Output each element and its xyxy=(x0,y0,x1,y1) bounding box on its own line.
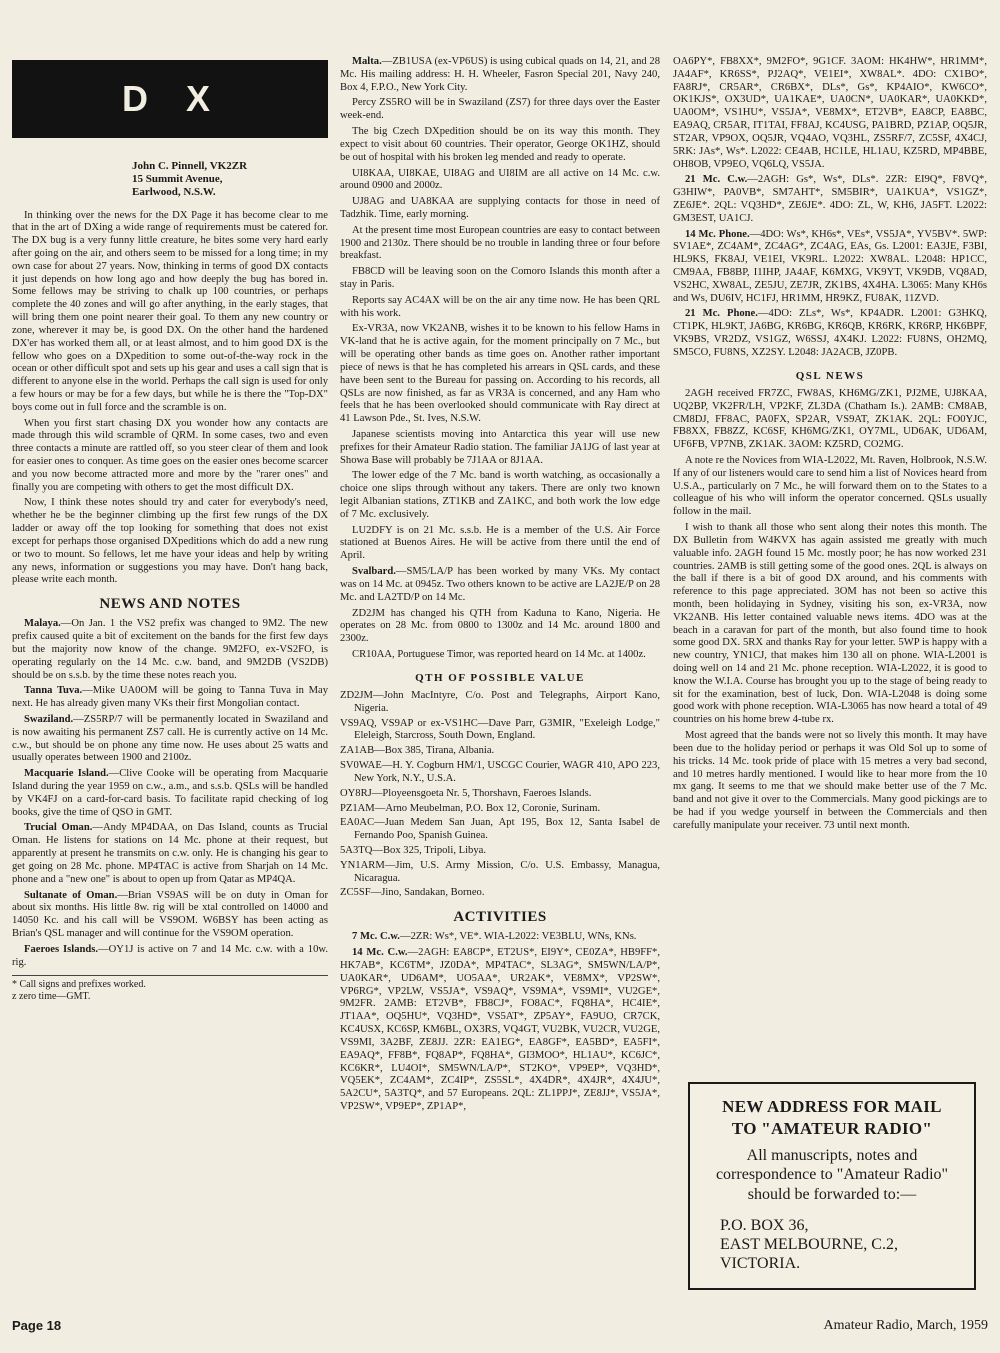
news-item: The big Czech DXpedition should be on its way this month. They expect to visit about 60 countries. Their operator, George OK1HZ, should be out of hospital with his broken leg mended and ready to operate. xyxy=(340,126,660,163)
qth-list xyxy=(340,690,660,900)
activity-item: 21 Mc. Phone.—4DO: ZLs*, Ws*, KP4ADR. L2001: G3HKQ, CT1PK, HL9KT, JA6BG, KR6BG, KR6QB, KR6RK, KR6RP, HK6BPF, VK9BS, VR2DZ, VS1GZ, W6SSJ, 4X4KJ. L2022: FU8NS, OH2MQ, SM5CO, FU8NS, XZ2SY. L2048: JA2ACB, JZ0PB. xyxy=(673,308,987,358)
qth-entry: ZC5SF—Jino, Sandakan, Borneo. xyxy=(340,887,485,899)
news-item: UI8KAA, UI8KAE, UI8AG and UI8IM are all active on 14 Mc. c.w. around 0900 and 2000z. xyxy=(340,167,660,192)
footnotes xyxy=(12,975,328,1003)
footnote: * Call signs and prefixes worked. xyxy=(12,979,146,991)
author-address-line-1: 15 Summit Avenue, xyxy=(132,173,223,186)
news-item: Swaziland.—ZS5RP/7 will be permanently located in Swaziland and is now awaiting his permanent ZS7 call. He is currently active on 14 Mc. c.w., but should be on phone any time now. He uses about 25 watts and usually operates between 1900 and 2100z. xyxy=(12,713,328,764)
section-title: D X xyxy=(122,78,225,120)
activities-heading: ACTIVITIES xyxy=(453,909,547,926)
intro-paragraph: In thinking over the news for the DX Page it has become clear to me that in the art of DXing a wide range of requirements must be catered for. The DX bug is a very funny little creature, he bites some very hard early after going on the air, and others seem to be missed for a long time; in my own case for about 27 years. Now, thinking in terms of good DX contacts it just depends on how long ago and how deeply the bug has bored in. Some fellows may be striving to chalk up 100 countries, or perhaps complete the 40 zones and will go after anything, in the early stages, that will bring them one point nearer their goal. To them any new country or zone, wherever it may be, is good DX. On the other hand the hardened DX'er has worked them all, or at least almost, and to him good DX is the fellow who goes on a DXpedition to some out-of-the-way rock in the ocean or other difficult spot and sets up his gear and uses a call sign that is different to anyone else in the world. Perhaps the call sign is used for only a few hours or may be for a few days, but while he is there the "Top-DX" boys come out in full force and the scramble is on. xyxy=(12,209,328,413)
notice-address-line: VICTORIA. xyxy=(720,1255,801,1273)
news-item: Ex-VR3A, now VK2ANB, wishes it to be known to his fellow Hams in VK-land that he is active again, for the moment principally on 7 Mc., but will be operating other bands as time goes on. Another rather important piece of news is that he has completed his arrears in QSL cards, and these have been sent to the Bureau for passing on. According to his records, all QSLs are now finished, as far as VR3A is concerned, and any Ham who feels that he has been overlooked should communicate with Ray direct at 41 Lawson Pde., St. Ives, N.S.W. xyxy=(340,323,660,425)
news-item: Trucial Oman.—Andy MP4DAA, on Das Island, counts as Trucial Oman. He listens for stations on 14 Mc. phone at their request, but apparently at present he transmits on c.w. only. He is changing his gear to get going on 28 Mc. phone. MP4TAC is active from Sharjah on 14 Mc. phone and a "new one" is about to open up from Qatar as MP4QA. xyxy=(12,822,328,885)
column-2 xyxy=(340,56,660,1286)
intro-paragraph: Now, I think these notes should try and cater for everybody's need, whether he be the beginner climbing up the first few rungs of the DX ladder or away off the top looking for something that does not exist except for perhaps those organised DXpeditions which do add a new rung or two to mount. So fellows, let me have your ideas and help by writing any news, information or suggestions you may have. Don't hang back, please write each month. xyxy=(12,497,328,586)
news-item: Percy ZS5RO will be in Swaziland (ZS7) for three days over the Easter week-end. xyxy=(340,97,660,122)
qsl-paragraph: I wish to thank all those who sent along their notes this month. The DX Bulletin from W4KVX has again assisted me greatly with much valuable info. 2AGH found 15 Mc. mostly poor; he has now worked 231 countries. 2AMB is still getting some of the good ones. 2QL is always on the ball if there is a bit of good DX around, and his comments with reference to this page appreciated. 3OM has not been so active this month, been holidaying in Sydney, visiting his son, ex-VR3A, now VK2ANB. His letter contained valuable news items. 4DO was at the beach in a caravan for part of the month, but also found time to hook some good DX. 5RX and thanks Ray for your letter. 5WP is happy with a new country, YN1CJ, that makes him 130 all on phone. WIA-L2001 is doing well on 14 and 21 Mc. phone reception. WIA-L2022, it is good to know the W.I.A. Course has brought you up to the stage of being ready to sit for the examination, best of luck, Don. WIA-L2048 is doing some good work with phone reception. WIA-L3065 has now heard a total of 49 countries on his home brew 4-tube rx. xyxy=(673,522,987,726)
publication-info: Amateur Radio, March, 1959 xyxy=(823,1318,988,1333)
notice-title-line-1: NEW ADDRESS FOR MAIL xyxy=(722,1097,942,1116)
news-item: Reports say AC4AX will be on the air any time now. He has been QRL with his work. xyxy=(340,294,660,319)
news-heading: NEWS AND NOTES xyxy=(99,596,241,613)
qth-entry: ZD2JM—John MacIntyre, C/o. Post and Telegraphs, Airport Kano, Nigeria. xyxy=(340,690,660,714)
news-item: Malaya.—On Jan. 1 the VS2 prefix was changed to 9M2. The new prefix caused quite a bit of excitement on the bands for the first few days but the majority now know of the change. 9M2FO, ex-VS2FO, is operating regularly on the 14 Mc. c.w. band, and 9M2DB (VS2DB) should be on s.s.b. by the time these notes reach you. xyxy=(12,618,328,681)
qsl-paragraph: 2AGH received FR7ZC, FW8AS, KH6MG/ZK1, PJ2ME, UJ8KAA, UQ2BP, VK2FR/LH, VP2KF, ZL3DA (Chatham Is.). 2AMB: CM8AB, CM8DJ, FF8AC, PA0FX, SP2AR, VS9AT, ZK1AK. 2QL: FO0YJC, FB8XX, FB8ZZ, KC6SF, KH6MG/ZK1, OY7ML, UD6AK, UD6AM, UF6FB, VP7NB, ZK1AK. 3AOM: KZ5RD, CO2MG. xyxy=(673,387,987,451)
notice-address xyxy=(704,1216,960,1274)
news-item: Macquarie Island.—Clive Cooke will be operating from Macquarie Island during the year 1959 on c.w., a.m., and s.s.b. QSLs will be handled by VK4FJ on a card-for-card basis. To facilitate rapid checking of log books, give the time of QSO in GMT. xyxy=(12,768,328,818)
news-item: CR10AA, Portuguese Timor, was reported heard on 14 Mc. at 1400z. xyxy=(352,648,646,660)
news-item: LU2DFY is on 21 Mc. s.s.b. He is a member of the U.S. Air Force stationed at Buenos Aires. He will be active from there until the end of April. xyxy=(340,524,660,562)
news-item: UJ8AG and UA8KAA are supplying contacts for those in need of Tadzhik. Time, early morning. xyxy=(340,196,660,220)
qth-entry: OY8RJ—Ployeensgoeta Nr. 5, Thorshavn, Faeroes Islands. xyxy=(340,787,592,799)
qth-entry: PZ1AM—Arno Meubelman, P.O. Box 12, Coronie, Surinam. xyxy=(340,802,601,814)
activity-item: 14 Mc. C.w.—2AGH: EA8CP*, ET2US*, EI9Y*, CE0ZA*, HB9FF*, HK7AB*, KC6TM*, JZ0DA*, MP4TAC*, SL3AG*, SM5WN/LA/P*, UA0KAR*, UD6AM*, UO5AA*, UR2AK*, VE8MX*, VP2SW*, VP6RG*, VP2LW, VS5JA*, VS9AQ*, VS9MA*, VS9MI*, VU2GE*, 9M2FR. 2AMB: ET2VB*, FB8CJ*, FO8AC*, FQ8HA*, HC4IE*, JT1AA*, OQ5HU*, VQ3HD*, VS5AT*, ZP5AY*, FA9UO, CR7CK, KC4USX, KC6SP, KM6BL, OX3RS, VQ4GT, VU2BK, VU2CR, VU2GE, VS9MI, 3A2BF, ZE8JJ. 2ZR: EA1EG*, EA8GF*, EA5BD*, EA5FI*, EA9AQ*, FF8B*, FQ8AP*, FQ8HA*, GI3MOO*, HL1AU*, KC6JC*, KC6KR*, LU4OI*, SM5WN/LA/P*, ST2KO*, VP9EP*, VQ3HD*, VQ5EK*, ZC4AM*, ZC4IP*, ZS5SL*, 4X4DR*, 4X4JR*, 4X4JU*, 5A2CU*, 5A3TQ*, and 57 Europeans. 2QL: ZL1PPJ*, ZE8JJ*, VS5JA*, VP2SW*, VP9EP*, ZP1AP*, xyxy=(340,947,660,1112)
news-item: FB8CD will be leaving soon on the Comoro Islands this month after a stay in Paris. xyxy=(340,266,660,290)
news-item: The lower edge of the 7 Mc. band is worth watching, as occasionally a choice one slips through without any takers. There are only two known legit Albanian stations, ZT1KB and ZA1KC, and both work the low edge of 7 Mc. exclusively. xyxy=(340,470,660,520)
qth-entry: ZA1AB—Box 385, Tirana, Albania. xyxy=(340,745,495,757)
page-number: Page 18 xyxy=(12,1318,62,1333)
news-item: Malta.—ZB1USA (ex-VP6US) is using cubical quads on 14, 21, and 28 Mc. His mailing address: H. H. Wheeler, Fasron Special 201, Navy 240, Box 4, F.P.O., New York City. xyxy=(340,56,660,93)
section-banner xyxy=(12,60,328,138)
news-item: Tanna Tuva.—Mike UA0OM will be going to Tanna Tuva in May next. He has already given many VKs their first Mongolian contact. xyxy=(12,685,328,710)
news-item: Faeroes Islands.—OY1J is active on 7 and 14 Mc. c.w. with a 10w. rig. xyxy=(12,943,328,968)
qth-entry: 5A3TQ—Box 325, Tripoli, Libya. xyxy=(340,844,486,856)
notice-address-line: P.O. BOX 36, xyxy=(720,1216,809,1234)
activity-item: OA6PY*, FB8XX*, 9M2FO*, 9G1CF. 3AOM: HK4HW*, HR1MM*, JA4AF*, KR6SS*, PJ2AQ*, VE1EI*, XW8AL*. 4DO: CX1BO*, FA8RJ*, CR5AR*, CR6BX*, DLs*, Gs*, KP4AIO*, KW6CO*, OK1KJS*, OX3UD*, UA1KAE*, UA0CN*, UA0KAR*, UA0KKD*, UA0OM*, VS1HU*, VS5JA*, VE8MX*, ET2VB*, EA8CP, EA8BC, EA9AQ, CR5AR, IT1TAI, FF8AJ, KC4USG, PA1BRD, PZ1AP, OQ5JR, ST2AR, VP9OX, OQ5JR, VQ4AO, VQ3HL, ZS5RF/7, ZC5SF, 4X4CJ, 5RK: JAs*, Ws*. L2022: CE4AB, HC1LE, HL1AU, KZ5RD, MP4BBE, OH8OB, VP9EO, VQ6LQ, VS5JA. xyxy=(673,56,987,170)
news-item: Sultanate of Oman.—Brian VS9AS will be on duty in Oman for about six months. His little 8w. rig will be xtal controlled on 14000 and 14050 Kc. and his call will be VS9OM. W6BSY has been acting as Brian's QSL manager and will continue for the VS9OM operation. xyxy=(12,889,328,939)
news-item: ZD2JM has changed his QTH from Kaduna to Kano, Nigeria. He operates on 28 Mc. from 0800 to 1300z and 14 Mc. around 1800 and 2300z. xyxy=(340,607,660,645)
news-item: At the present time most European countries are easy to contact between 1900 and 2130z. There should be no trouble in landing three or four before breakfast. xyxy=(340,224,660,262)
author-name: John C. Pinnell, VK2ZR xyxy=(132,160,248,172)
new-address-notice xyxy=(688,1082,976,1290)
qth-entry: SV0WAE—H. Y. Cogburn HM/1, USCGC Courier, WAGR 410, APO 223, New York, N.Y., U.S.A. xyxy=(340,760,660,784)
qth-entry: VS9AQ, VS9AP or ex-VS1HC—Dave Parr, G3MIR, "Exeleigh Lodge," Eleleigh, Starcross, South Down, England. xyxy=(340,717,660,742)
news-item: Svalbard.—SM5/LA/P has been worked by many VKs. My contact was on 14 Mc. at 0945z. Two others known to be active are LA2JE/P on 28 Mc. and LA2TD/P on 14 Mc. xyxy=(340,566,660,603)
activity-item: 7 Mc. C.w.—2ZR: Ws*, VE*. WIA-L2022: VE3BLU, WNs, KNs. xyxy=(352,931,637,943)
qth-entry: YN1ARM—Jim, U.S. Army Mission, C/o. U.S. Embassy, Managua, Nicaragua. xyxy=(340,859,660,884)
news-item: Japanese scientists moving into Antarctica this year will use new prefixes for their Amateur Radio station. The familiar JA1JG of last year at Showa Base will probably be 7J1AA or 8J1AA. xyxy=(340,428,660,466)
notice-address-line: EAST MELBOURNE, C.2, xyxy=(720,1235,898,1253)
qsl-heading: QSL NEWS xyxy=(795,369,865,382)
notice-body: All manuscripts, notes and correspondence to "Amateur Radio" should be forwarded to:— xyxy=(715,1147,949,1203)
qth-entry: EA0AC—Juan Medem San Juan, Apt 195, Box 12, Santa Isabel de Fernando Poo, Spanish Guinea. xyxy=(340,817,660,842)
intro-paragraph: When you first start chasing DX you wonder how any contacts are made through this wild scramble of QRM. In some cases, two and even three contacts a minute are rattled off, so you steer clear of them and look for easier ones to conquer. As time goes on the easier ones become scarcer and you now become attracted more and more by the "rarer ones" and finally you are competing with others to get the most difficult DX. xyxy=(12,417,328,493)
activity-item: 21 Mc. C.w.—2AGH: Gs*, Ws*, DLs*. 2ZR: EI9Q*, F8VQ*, G3HIW*, PA0VB*, SM7AHT*, SM5BIR*, UA1KUA*, VS1GZ*, ZE6JE*. 2QL: VQ3HD*, ZE6JE*. 4DO: ZL, W, KH6, JA5FT. L2022: GM3EST, UA1CJ. xyxy=(673,174,987,224)
notice-title-line-2: TO "AMATEUR RADIO" xyxy=(731,1119,933,1139)
author-block xyxy=(132,160,328,200)
qsl-paragraph: A note re the Novices from WIA-L2022, Mt. Raven, Holbrook, N.S.W. If any of our listeners would care to send him a list of Novices heard from U.S.A., particularly on 7 Mc., he will forward them on to the States to a colleague of his who will inform the operator concerned. QSLs usually follow in the mail. xyxy=(673,455,987,518)
activity-item: 14 Mc. Phone.—4DO: Ws*, KH6s*, VEs*, VS5JA*, YV5BV*. 5WP: SV1AE*, ZC4AM*, ZC4AG*, ZC4AG, EAs, Gs. L2001: EA3JE, F3BI, HL9KS, FK8AJ, VE1EI, VK9RL. L2022: XW8AL. L2048: HP1CC, CM9AA, FB8BP, I1IHP, JA4AF, K6MXG, VK9YT, VK9DB, VQ8AD, VS2HC, XW8AL, ZE5JU, ZE7JR, ZK1BS, 4X4HA. L3065: Many KH6s and Ws, DU6IV, HC1FJ, HR1MM, HR9KZ, FU8AK, 11ZVD. xyxy=(673,228,987,304)
author-address-line-2: Earlwood, N.S.W. xyxy=(132,186,216,199)
qth-heading: QTH OF POSSIBLE VALUE xyxy=(415,671,585,684)
page-footer xyxy=(12,1318,988,1340)
footnote: z zero time—GMT. xyxy=(12,991,91,1003)
qsl-paragraph: Most agreed that the bands were not so lively this month. It may have been due to the holiday period or perhaps it was Old Sol up to some of his tricks. 14 Mc. took pride of place with 15 metres a very bad second, and 10 metres hardly mentioned. I would like to hear more from the 10 mx gang. It seems to me that we should make better use of the 7 Mc. band and not give it over to the Commercials. Many good pickings are to be had if you wedge yourself in between the Commercials and then carefully manipulate your receiver. 73 until next month. xyxy=(673,730,987,831)
column-1 xyxy=(12,60,328,1290)
